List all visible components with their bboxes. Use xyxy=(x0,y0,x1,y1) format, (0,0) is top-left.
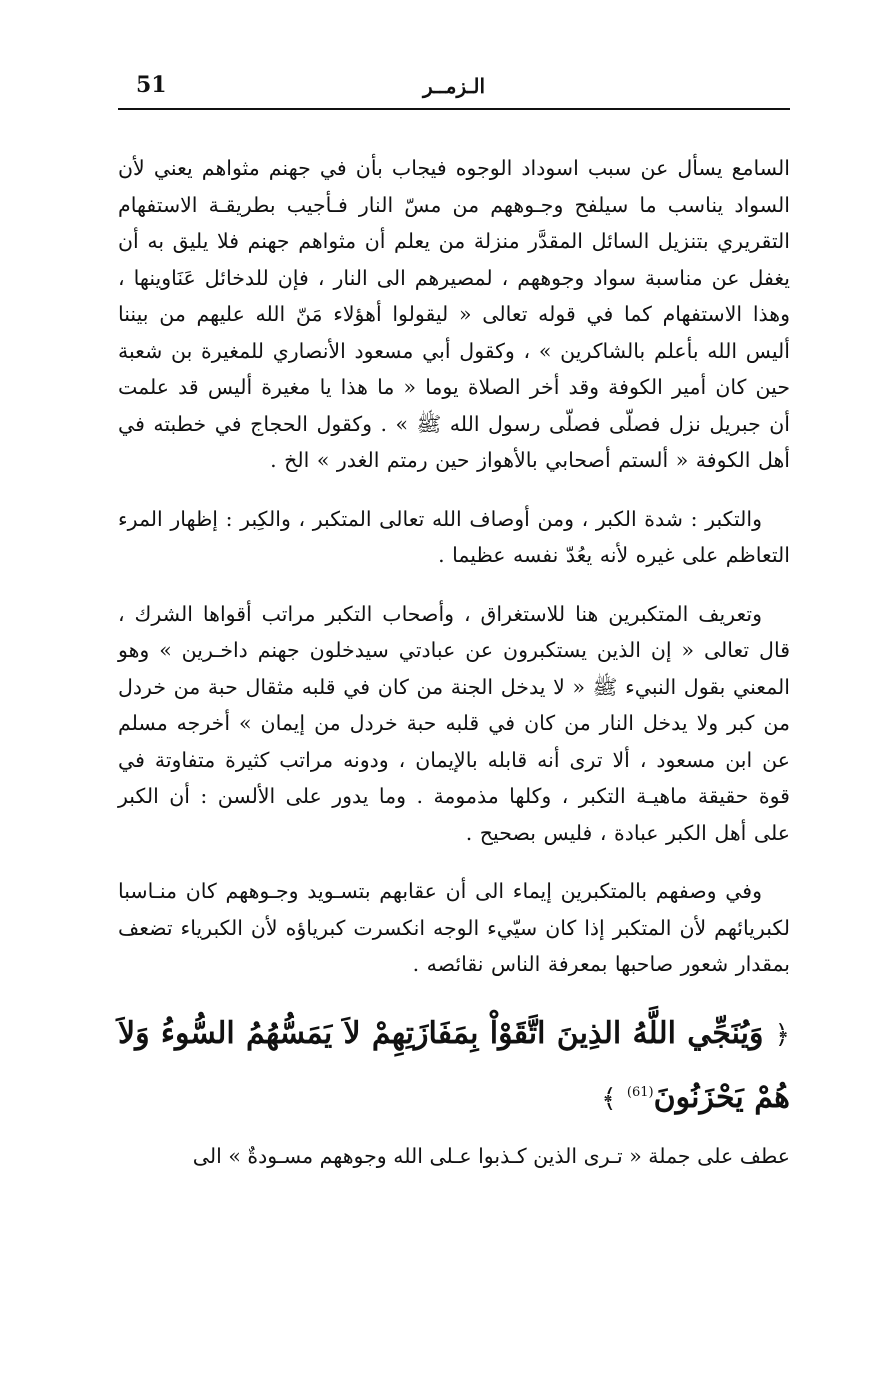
paragraph xyxy=(118,596,790,852)
page-body xyxy=(118,150,790,1195)
running-title: الـزمــر xyxy=(422,74,485,98)
verse-number: (61) xyxy=(626,1084,654,1100)
paragraph-text: وفي وصفهم بالمتكبرين إيماء الى أن عقابهم بتسـويد وجـوههم كان منـاسبا لكبريائهم لأن المتكبر إذا كان سيّيء الوجه انكسرت كبرياؤه لأن الكبرياء تضعف بمقدار شعور صاحبها بمعرفة الناس نقائصه . xyxy=(118,879,790,976)
paragraph xyxy=(118,501,790,574)
paragraph-text: وتعريف المتكبرين هنا للاستغراق ، وأصحاب التكبر مراتب أقواها الشرك ، قال تعالى « إن الذين يستكبرون عن عبادتي سيدخلون جهنم داخـرين » وهو المعني بقول النبيء ﷺ « لا يدخل الجنة من كان في قلبه مثقال حبة من خردل من كبر ولا يدخل النار من كان في قلبه حبة خردل من إيمان » أخرجه مسلم عن ابن مسعود ، ألا ترى أنه قابله بالإيمان ، ودونه مراتب كثيرة متفاوتة في قوة حقيقة ماهيـة التكبر ، وكلها مذمومة . وما يدور على الألسن : أن الكبر على أهل الكبر عبادة ، فليس بصحيح . xyxy=(118,601,790,845)
header-divider xyxy=(118,108,790,110)
paragraph-text: والتكبر : شدة الكبر ، ومن أوصاف الله تعالى المتكبر ، والكِبر : إظهار المرء التعاظم على غيره لأنه يعُدّ نفسه عظيما . xyxy=(118,506,790,567)
paragraph xyxy=(118,873,790,983)
paragraph xyxy=(118,1138,790,1175)
quran-verse xyxy=(118,1005,790,1128)
verse-close-bracket: ﴾ xyxy=(601,1083,617,1114)
page-number: 51 xyxy=(136,72,167,98)
paragraph-text: عطف على جملة « تـرى الذين كـذبوا عـلى الله وجوههم مسـودةٌ » الى xyxy=(192,1143,790,1168)
verse-open-bracket: ﴿ xyxy=(774,1019,790,1050)
paragraph xyxy=(118,150,790,479)
paragraph-text: السامع يسأل عن سبب اسوداد الوجوه فيجاب بأن في جهنم مثواهم يعني لأن السواد يناسب ما سيلفح وجـوههم من مسّ النار فـأجيب بطريقـة الاستفهام التقريري بتنزيل السائل المقدَّر منزلة من يعلم أن مثواهم جهنم فلا يليق به أن يغفل عن مناسبة سواد وجوههم ، لمصيرهم الى النار ، فإن للدخائل عَنَاوينها ، وهذا الاستفهام كما في قوله تعالى « ليقولوا أهؤلاء مَنّ الله عليهم من بيننا أليس الله بأعلم بالشاكرين » ، وكقول أبي مسعود الأنصاري للمغيرة بن شعبة حين كان أمير الكوفة وقد أخر الصلاة يوما « ما هذا يا مغيرة أليس قد علمت أن جبريل نزل فصلّى فصلّى رسول الله ﷺ » . وكقول الحجاج في خطبته في أهل الكوفة « ألستم أصحابي بالأهواز حين رمتم الغدر » الخ . xyxy=(118,156,790,472)
page-header xyxy=(118,70,790,110)
verse-text: وَيُنَجِّي اللَّهُ الذِينَ اتَّقَوْاْ بِمَفَازَتِهِمْ لاَ يَمَسُّهُمُ السُّوءُ وَلاَ هُمْ يَحْزَنُونَ xyxy=(118,1015,790,1115)
